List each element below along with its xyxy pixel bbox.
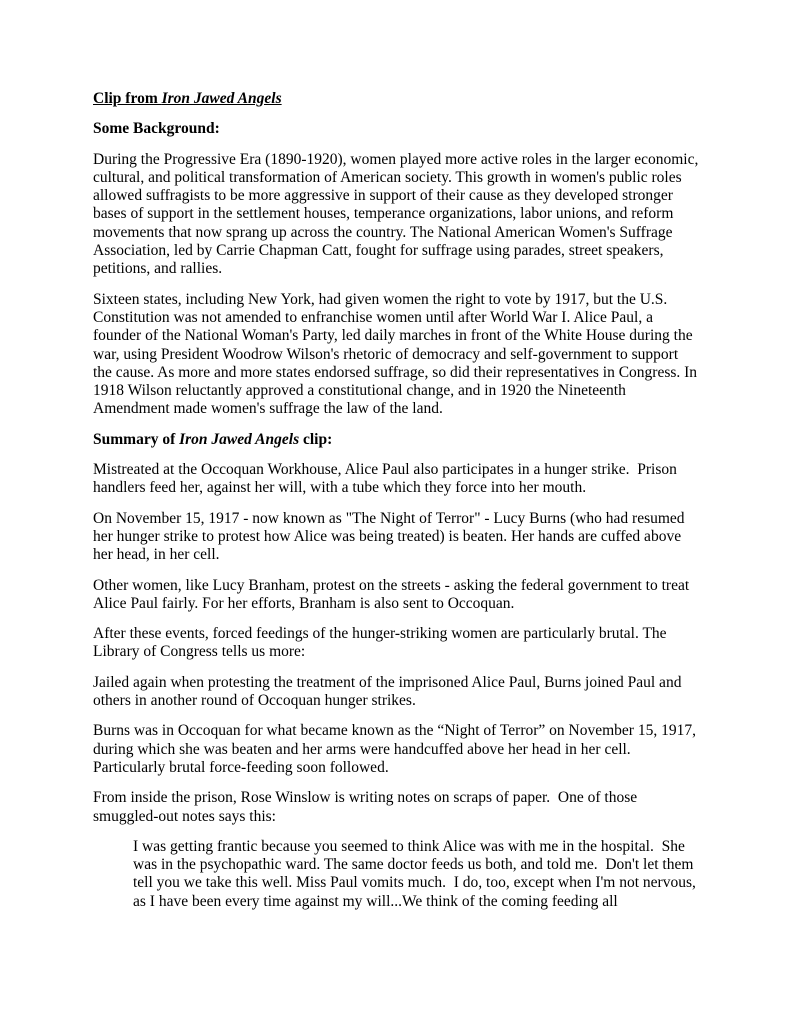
summary-paragraph-1: Mistreated at the Occoquan Workhouse, Alice Paul also participates in a hunger strike. Prison handlers feed her, against her will, with a tube which they force into her mouth. <box>93 461 681 497</box>
document-title <box>93 90 699 108</box>
summary-paragraph-3: Other women, like Lucy Branham, protest on the streets - asking the federal government to treat Alice Paul fairly. For her efforts, Branham is also sent to Occoquan. <box>93 576 693 612</box>
summary-heading <box>93 431 699 449</box>
rose-winslow-note-quote: I was getting frantic because you seemed to think Alice was with me in the hospital. She was in the psychopathic ward. The same doctor feeds us both, and told me. Don't let them tell you we take this well. Miss Paul vomits much. I do, too, except when I'm not nervous, as I have been every time against my will...We think of the coming feeding all <box>133 837 700 910</box>
document-title-movie-name: Iron Jawed Angels <box>161 90 282 107</box>
background-heading: Some Background: <box>93 120 220 138</box>
summary-paragraph-5: Jailed again when protesting the treatment of the imprisoned Alice Paul, Burns joined Paul and others in another round of Occoquan hunger strikes. <box>93 673 686 710</box>
background-paragraph-2: Sixteen states, including New York, had given women the right to vote by 1917, but the U.S. Constitution was not amended to enfranchise women until after World War I. Alice Paul, a founder of the National Woman's Party, led daily marches in front of the White House during the war, using President Woodrow Wilson's rhetoric of democracy and self-government to support the cause. As more and more states endorsed suffrage, so did their representatives in Congress. In 1918 Wilson reluctantly approved a constitutional change, and in 1920 the Nineteenth Amendment made women's suffrage the law of the land. <box>93 290 701 418</box>
summary-heading-suffix: clip: <box>299 430 333 448</box>
summary-heading-prefix: Summary of <box>93 430 180 448</box>
summary-paragraph-2: On November 15, 1917 - now known as "The Night of Terror" - Lucy Burns (who had resumed her hunger strike to protest how Alice was being treated) is beaten. Her hands are cuffed above her head, in her cell. <box>93 509 689 564</box>
summary-paragraph-7: From inside the prison, Rose Winslow is writing notes on scraps of paper. One of those smuggled-out notes says this: <box>93 789 641 825</box>
summary-paragraph-4: After these events, forced feedings of the hunger-striking women are particularly brutal. The Library of Congress tells us more: <box>93 625 671 661</box>
summary-paragraph-6: Burns was in Occoquan for what became known as the “Night of Terror” on November 15, 1917, during which she was beaten and her arms were handcuffed above her head in her cell. Particularly brutal force-feeding soon followed. <box>93 722 700 776</box>
background-paragraph-1: During the Progressive Era (1890-1920), women played more active roles in the larger economic, cultural, and political transformation of American society. This growth in women's public roles allowed suffragists to be more aggressive in support of their cause as they developed stronger bases of support in the settlement houses, temperance organizations, labor unions, and reform movements that now sprang up across the country. The National American Women's Suffrage Association, led by Carrie Chapman Catt, fought for suffrage using parades, street speakers, petitions, and rallies. <box>93 150 703 278</box>
summary-heading-movie-name: Iron Jawed Angels <box>179 430 300 448</box>
document-title-underlined-text <box>93 90 282 107</box>
document-title-prefix: Clip from <box>93 90 162 107</box>
